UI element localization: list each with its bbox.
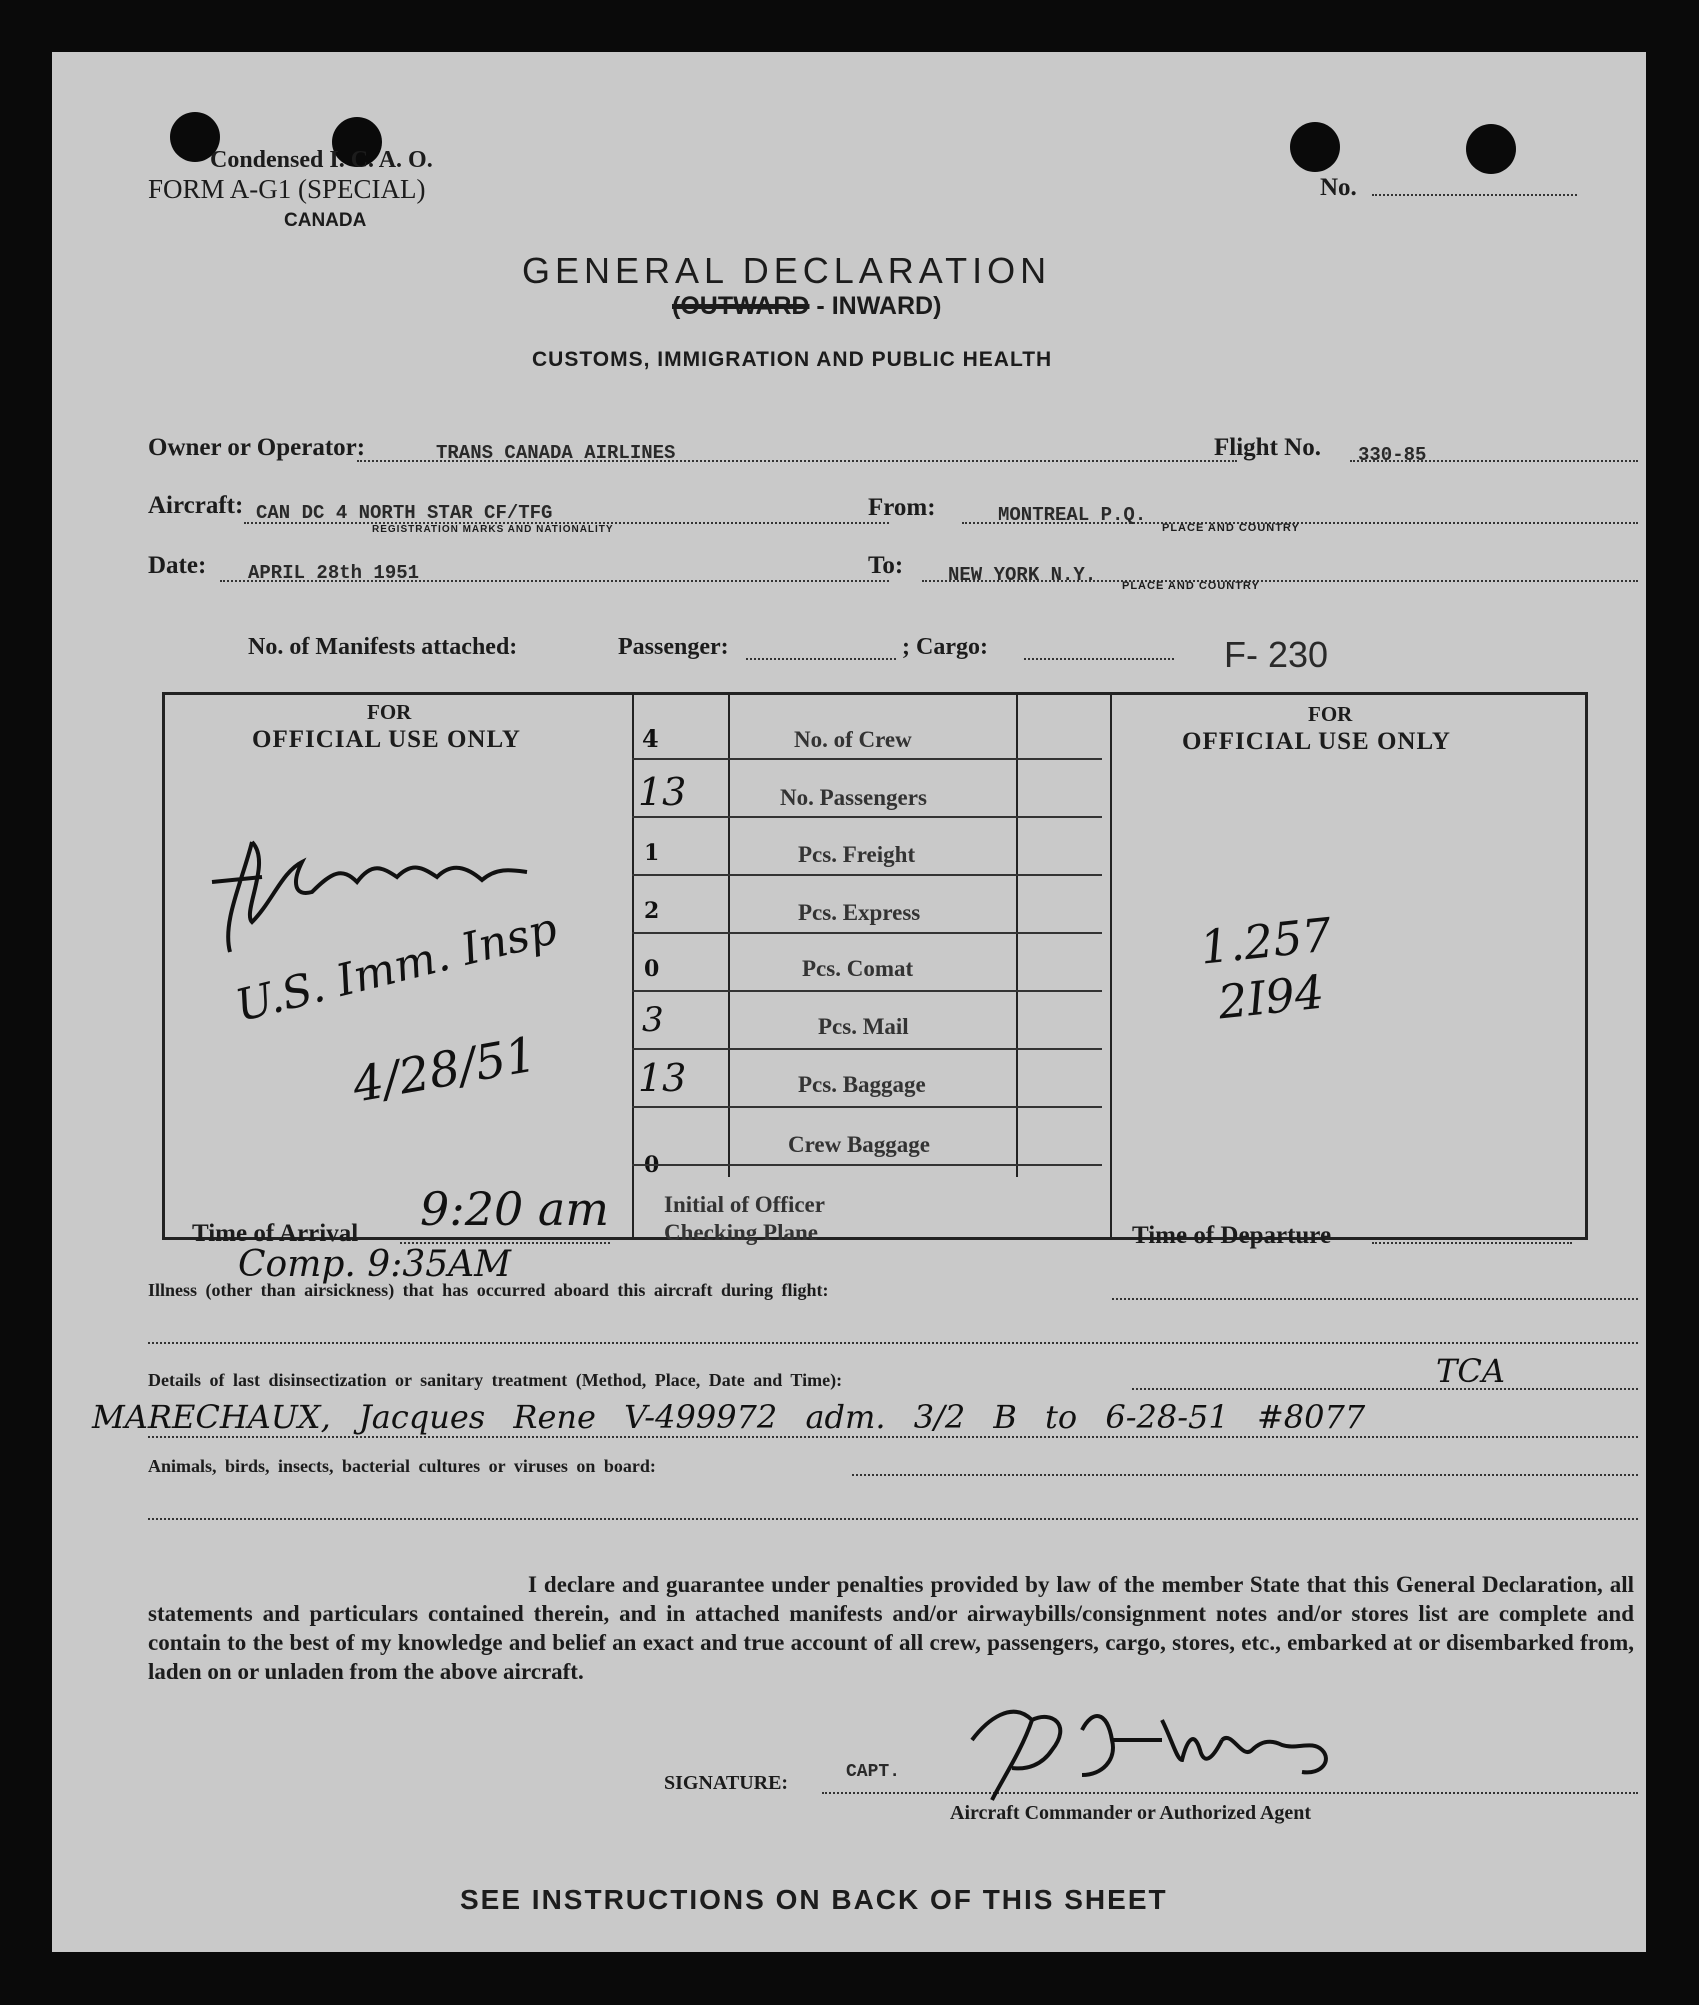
no-dotted-line (1372, 194, 1577, 196)
signature-label: SIGNATURE: (664, 1772, 789, 1794)
disinsect-hand-line: MARECHAUX, Jacques Rene V-499972 adm. 3/2 B to 6-28-51 #8077 (92, 1398, 1366, 1436)
flight-value: 330-85 (1358, 444, 1427, 466)
row-value: 2 (644, 898, 660, 924)
declaration-text: I declare and guarantee under penalties provided by law of the member State that this General Declaration, all statements and particulars contained therein, and in attached manifests and/or airwaybills/consignment notes and/or stores list are complete and contain to the best of my knowledge and belief an exact and true account of all crew, passengers, cargo, stores, etc., embarked at or disembarked from, laden on or unladen from the above aircraft. (148, 1572, 1634, 1684)
row-label: Crew Baggage (788, 1132, 931, 1157)
departure-label: Time of Departure (1132, 1222, 1332, 1249)
owner-label: Owner or Operator: (148, 434, 366, 461)
from-hint: PLACE AND COUNTRY (1162, 522, 1300, 534)
page-title: GENERAL DECLARATION (522, 250, 1052, 291)
row-label: Pcs. Mail (818, 1014, 909, 1039)
right-official-label: OFFICIAL USE ONLY (1182, 728, 1451, 755)
no-label: No. (1320, 174, 1357, 201)
table-divider (632, 692, 634, 1237)
row-line (632, 1048, 1102, 1050)
country-label: CANADA (284, 210, 367, 231)
date-value: APRIL 28th 1951 (248, 562, 420, 584)
form-line: FORM A-G1 (SPECIAL) (148, 174, 426, 204)
row-label: No. Passengers (780, 785, 927, 810)
row-line (632, 932, 1102, 934)
row-value: 13 (638, 770, 687, 814)
illness-label: Illness (other than airsickness) that has occurred aboard this aircraft during flight: (148, 1280, 829, 1300)
date-label: Date: (148, 552, 207, 579)
disinsect-line-2 (148, 1436, 1638, 1438)
row-value: 1 (644, 840, 660, 866)
owner-value: TRANS CANADA AIRLINES (436, 442, 676, 464)
commander-signature (932, 1680, 1372, 1810)
departure-line (1372, 1242, 1572, 1244)
form-sheet (52, 52, 1646, 1952)
aircraft-value: CAN DC 4 NORTH STAR CF/TFG (256, 502, 553, 524)
disinsect-tca: TCA (1436, 1352, 1505, 1390)
officer-checking-label: Checking Plane (664, 1220, 818, 1245)
to-label: To: (868, 552, 904, 579)
animals-label: Animals, birds, insects, bacterial cultures or viruses on board: (148, 1456, 656, 1476)
to-hint: PLACE AND COUNTRY (1122, 580, 1260, 592)
row-value: 4 (642, 724, 659, 753)
officer-initial-label: Initial of Officer (664, 1192, 825, 1217)
org-line: Condensed I. C. A. O. (210, 147, 433, 173)
row-label: No. of Crew (794, 727, 912, 752)
right-for-label: FOR (1308, 702, 1353, 726)
row-line (632, 990, 1102, 992)
left-official-label: OFFICIAL USE ONLY (252, 726, 521, 753)
inward-label: - INWARD) (809, 292, 942, 320)
left-for-label: FOR (367, 700, 412, 724)
row-line (632, 1106, 1102, 1108)
aircraft-hint: REGISTRATION MARKS AND NATIONALITY (372, 524, 614, 535)
table-divider (1110, 692, 1112, 1237)
outward-label (672, 292, 941, 321)
left-hand-note-1: U.S. Imm. Insp (230, 902, 563, 1033)
row-label: Pcs. Comat (802, 956, 914, 981)
passenger-line (746, 658, 896, 660)
disinsect-label: Details of last disinsectization or sanitary treatment (Method, Place, Date and Time): (148, 1370, 843, 1390)
punch-hole (1290, 122, 1340, 172)
row-value: 3 (642, 1000, 664, 1040)
arrival-label: Time of Arrival (192, 1220, 359, 1247)
table-divider (1016, 692, 1018, 1177)
footer-instructions: SEE INSTRUCTIONS ON BACK OF THIS SHEET (460, 1884, 1168, 1915)
manifests-label: No. of Manifests attached: (248, 634, 518, 660)
cargo-label: ; Cargo: (902, 634, 988, 660)
aircraft-label: Aircraft: (148, 492, 244, 519)
row-line (632, 816, 1102, 818)
right-hand-note-2: 2I94 (1215, 964, 1327, 1030)
from-label: From: (868, 494, 936, 521)
right-hand-note-1: 1.257 (1197, 907, 1335, 975)
from-value: MONTREAL P.Q. (998, 504, 1147, 526)
arrival-value: 9:20 am (420, 1182, 609, 1236)
disinsect-line (1132, 1388, 1638, 1390)
row-line (632, 758, 1102, 760)
flight-label: Flight No. (1214, 434, 1321, 461)
capt-label: CAPT. (846, 1762, 901, 1782)
subtitle: CUSTOMS, IMMIGRATION AND PUBLIC HEALTH (532, 348, 1053, 371)
table-divider (728, 692, 730, 1177)
left-hand-note-2: 4/28/51 (348, 1026, 541, 1114)
animals-line-2 (148, 1518, 1638, 1520)
illness-hand-note: Comp. 9:35AM (238, 1244, 511, 1285)
row-value: 0 (644, 956, 660, 982)
cargo-note: F- 230 (1224, 634, 1329, 675)
row-line (632, 1164, 1102, 1166)
row-label: Pcs. Freight (798, 842, 916, 867)
row-label: Pcs. Express (798, 900, 921, 925)
punch-hole (1466, 124, 1516, 174)
row-value: 13 (638, 1056, 687, 1100)
row-label: Pcs. Baggage (798, 1072, 926, 1097)
illness-line (1112, 1298, 1638, 1300)
to-value: NEW YORK N.Y. (948, 564, 1097, 586)
illness-line-2 (148, 1342, 1638, 1344)
cargo-line (1024, 658, 1174, 660)
signature-caption: Aircraft Commander or Authorized Agent (950, 1802, 1312, 1824)
passenger-label: Passenger: (618, 634, 729, 660)
outward-struck: (OUTWARD (672, 292, 810, 320)
row-line (632, 874, 1102, 876)
animals-line (852, 1474, 1638, 1476)
